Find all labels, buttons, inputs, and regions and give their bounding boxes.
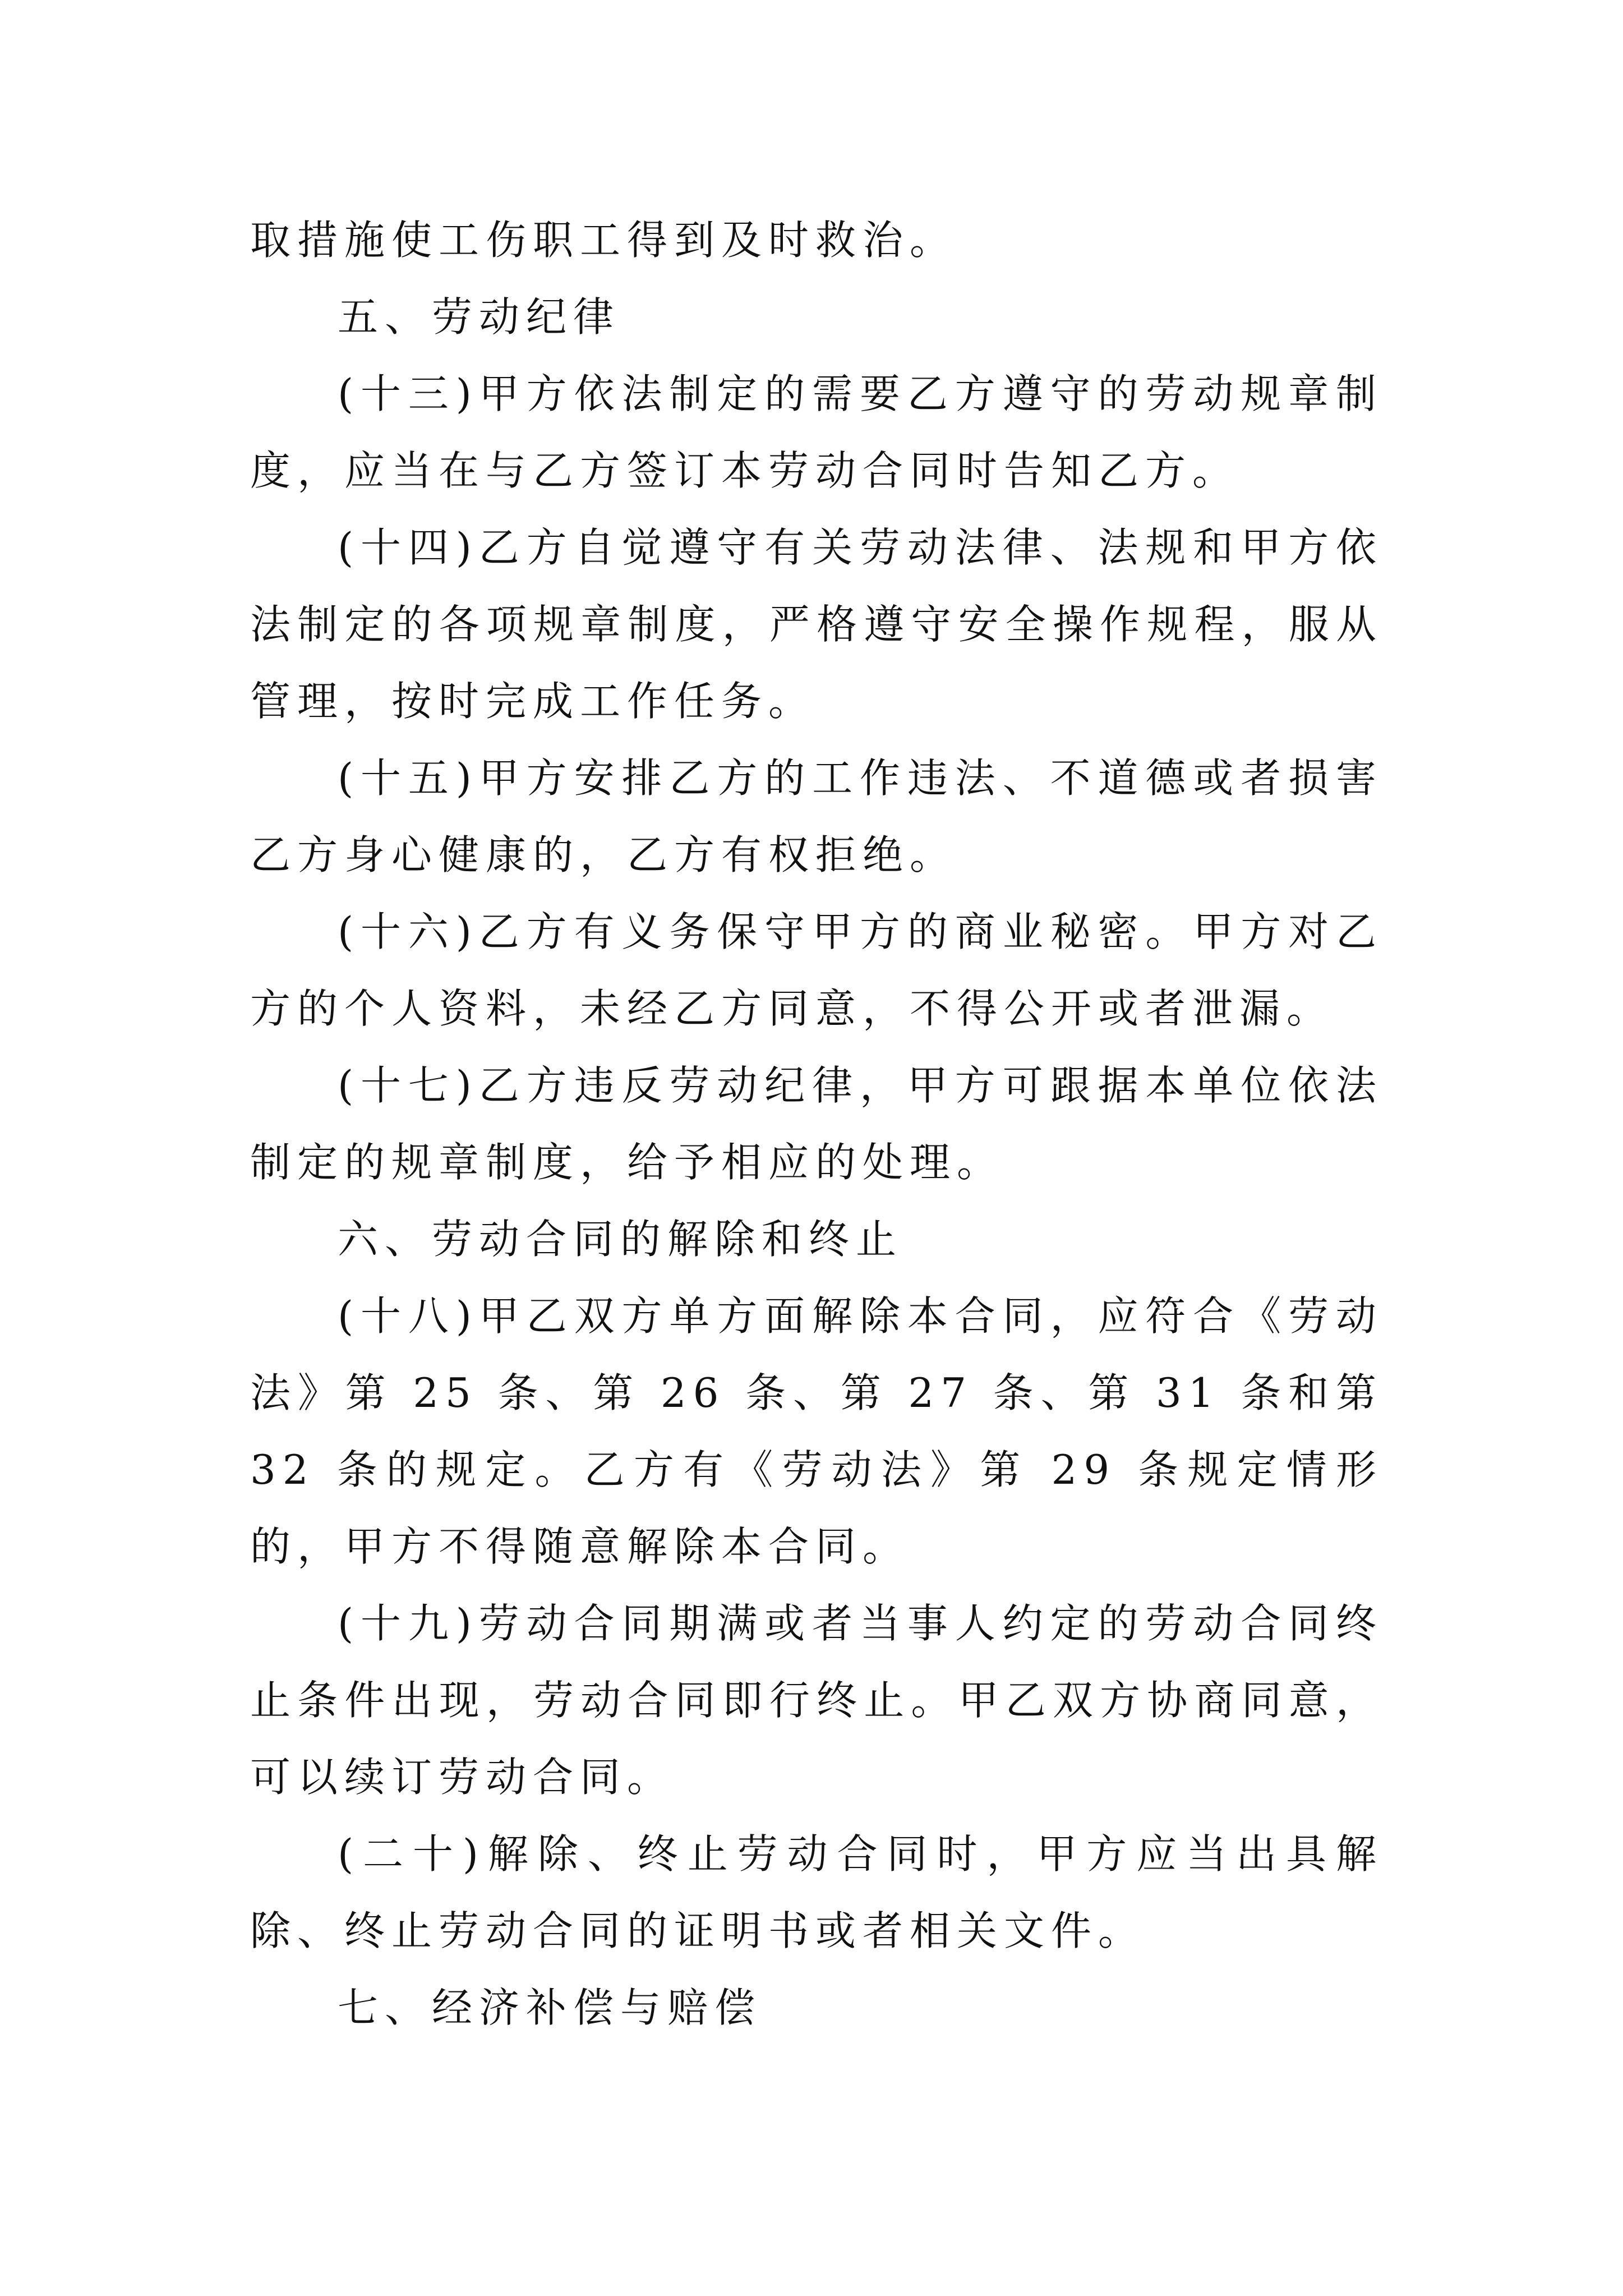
section-heading-termination: 六、劳动合同的解除和终止 (338, 1216, 903, 1263)
clause-14: (十四)乙方自觉遵守有关劳动法律、法规和甲方依法制定的各项规章制度，严格遵守安全操作规程，服从管理，按时完成工作任务。 (250, 524, 1383, 725)
clause-16: (十六)乙方有义务保守甲方的商业秘密。甲方对乙方的个人资料，未经乙方同意，不得公开或者泄漏。 (250, 908, 1383, 1032)
clause-17: (十七)乙方违反劳动纪律，甲方可跟据本单位依法制定的规章制度，给予相应的处理。 (250, 1062, 1383, 1186)
paragraph-continuation: 取措施使工伤职工得到及时救治。 (250, 217, 957, 264)
clause-13: (十三)甲方依法制定的需要乙方遵守的劳动规章制度，应当在与乙方签订本劳动合同时告知乙方。 (250, 370, 1383, 494)
clause-18: (十八)甲乙双方单方面解除本合同，应符合《劳动法》第 25 条、第 26 条、第 27 条、第 31 条和第 32 条的规定。乙方有《劳动法》第 29 条规定情形的，甲方不得随意解除本合同。 (250, 1292, 1383, 1570)
section-heading-labor-discipline: 五、劳动纪律 (338, 293, 621, 341)
document-body (250, 202, 1383, 2046)
clause-15: (十五)甲方安排乙方的工作违法、不道德或者损害乙方身心健康的，乙方有权拒绝。 (250, 754, 1383, 878)
clause-20: (二十)解除、终止劳动合同时，甲方应当出具解除、终止劳动合同的证明书或者相关文件。 (250, 1830, 1383, 1954)
clause-19: (十九)劳动合同期满或者当事人约定的劳动合同终止条件出现，劳动合同即行终止。甲乙双方协商同意，可以续订劳动合同。 (250, 1600, 1383, 1801)
section-heading-compensation: 七、经济补偿与赔偿 (338, 1984, 762, 2031)
